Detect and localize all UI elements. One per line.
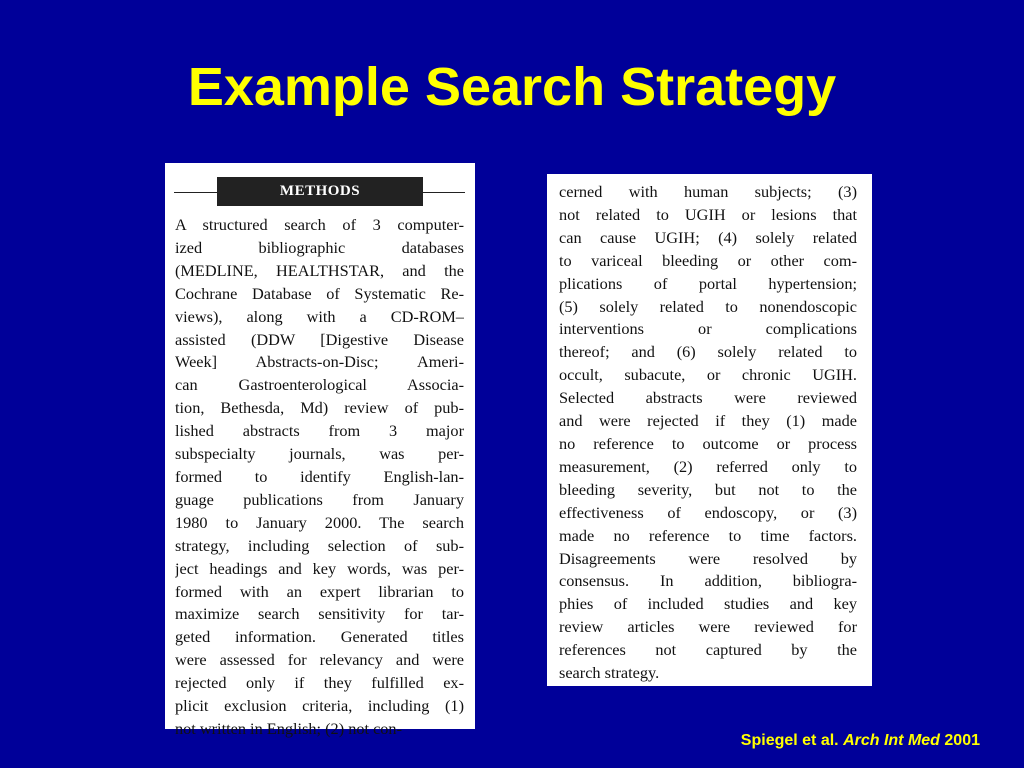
text-line: were assessed for relevancy and were [175, 650, 464, 670]
slide-title: Example Search Strategy [187, 57, 837, 117]
text-line: references not captured by the [559, 640, 857, 660]
text-line: consensus. In addition, bibliogra- [559, 571, 857, 591]
text-line: plicit exclusion criteria, including (1) [175, 696, 464, 716]
text-line: effectiveness of endoscopy, or (3) [559, 502, 857, 522]
text-line: occult, subacute, or chronic UGIH. [559, 365, 857, 385]
text-line: measurement, (2) referred only to [559, 456, 857, 476]
citation-journal: Arch Int Med [843, 732, 940, 749]
text-line: not written in English; (2) not con- [175, 718, 402, 738]
text-line: plications of portal hypertension; [559, 273, 857, 293]
text-line: geted information. Generated titles [175, 627, 464, 647]
citation-authors: Spiegel et al. [740, 732, 839, 749]
text-line: Disagreements were resolved by [559, 548, 857, 568]
text-line: lished abstracts from 3 major [175, 421, 464, 441]
text-line: guage publications from January [175, 489, 464, 509]
citation [741, 732, 980, 750]
text-line: to variceal bleeding or other com- [559, 250, 857, 270]
text-line: rejected only if they fulfilled ex- [175, 673, 464, 693]
text-line: cerned with human subjects; (3) [559, 182, 857, 201]
text-line: can Gastroenterological Associa- [175, 375, 464, 395]
text-line: ject headings and key words, was per- [175, 558, 464, 578]
text-line: strategy, including selection of sub- [175, 535, 464, 555]
text-line: 1980 to January 2000. The search [175, 512, 464, 532]
text-line: Selected abstracts were reviewed [559, 388, 857, 408]
section-label: METHODS [217, 177, 423, 206]
text-line: A structured search of 3 computer- [175, 215, 464, 234]
text-line: phies of included studies and key [559, 594, 857, 614]
text-line: not related to UGIH or lesions that [559, 204, 857, 224]
text-line: search strategy. [559, 663, 660, 683]
text-line: formed with an expert librarian to [175, 581, 464, 601]
text-line: review articles were reviewed for [559, 617, 857, 637]
text-line: (MEDLINE, HEALTHSTAR, and the [175, 260, 464, 280]
methods-excerpt-left [165, 163, 475, 738]
text-line: ized bibliographic databases [175, 237, 464, 257]
text-line: and were rejected if they (1) made [559, 411, 857, 431]
text-line: maximize search sensitivity for tar- [175, 604, 464, 624]
right-column-text [559, 181, 857, 685]
text-line: no reference to outcome or process [559, 433, 857, 453]
citation-year: 2001 [944, 732, 980, 749]
text-line: made no reference to time factors. [559, 525, 857, 545]
left-column-text [175, 214, 464, 741]
text-line: assisted (DDW [Digestive Disease [175, 329, 464, 349]
text-line: subspecialty journals, was per- [175, 444, 464, 464]
section-header [175, 170, 464, 200]
text-line: Week] Abstracts-on-Disc; Ameri- [175, 352, 464, 372]
methods-excerpt-right [547, 174, 872, 686]
text-line: tion, Bethesda, Md) review of pub- [175, 398, 464, 418]
text-line: interventions or complications [559, 319, 857, 339]
text-line: bleeding severity, but not to the [559, 479, 857, 499]
text-line: formed to identify English-lan- [175, 466, 464, 486]
text-line: Cochrane Database of Systematic Re- [175, 283, 464, 303]
text-line: (5) solely related to nonendoscopic [559, 296, 857, 316]
text-line: views), along with a CD-ROM– [175, 306, 464, 326]
text-line: thereof; and (6) solely related to [559, 342, 857, 362]
text-line: can cause UGIH; (4) solely related [559, 227, 857, 247]
